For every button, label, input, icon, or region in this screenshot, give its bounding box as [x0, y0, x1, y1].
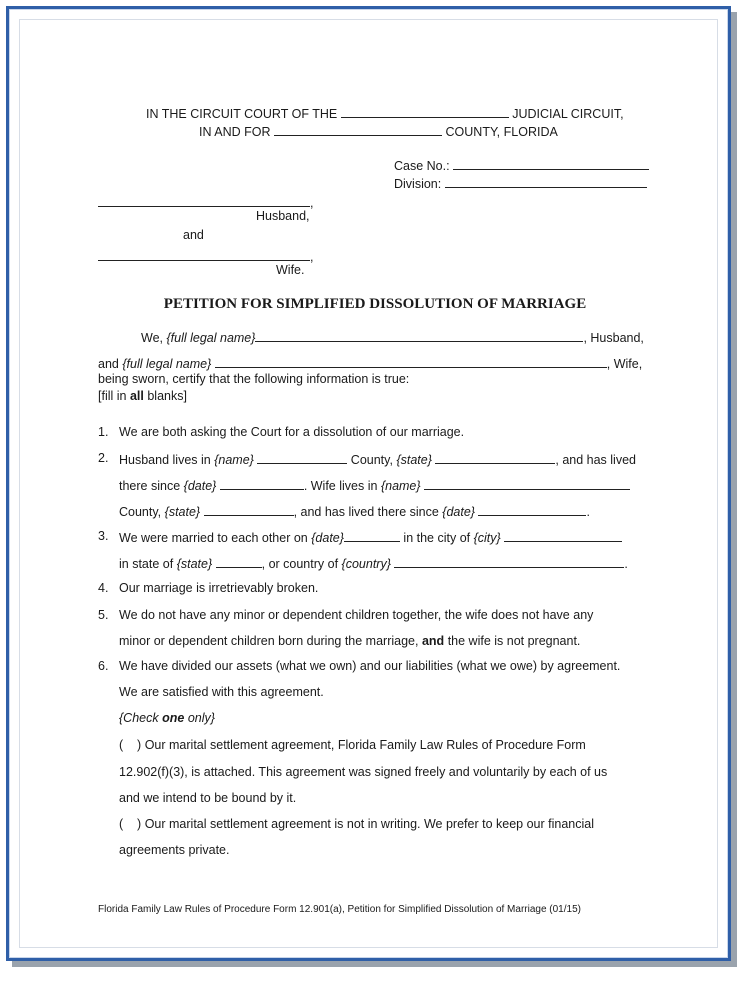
wife-label: Wife.	[276, 263, 305, 277]
item-text: , and has lived there since	[293, 505, 439, 519]
division-label: Division:	[394, 177, 442, 191]
item-1-text: We are both asking the Court for a dissolution of our marriage.	[119, 425, 465, 439]
item-number: 1.	[98, 425, 109, 439]
sworn-statement: being sworn, certify that the following information is true:	[98, 372, 410, 386]
marriage-state-blank[interactable]	[216, 555, 262, 568]
name-hint: {name}	[214, 453, 254, 467]
husband-label: Husband,	[256, 209, 310, 223]
item-number: 6.	[98, 659, 109, 673]
marriage-date-blank[interactable]	[344, 529, 400, 542]
husband-suffix: , Husband,	[583, 331, 644, 345]
wife-county-blank[interactable]	[424, 477, 630, 490]
item-text: , or country of	[261, 557, 339, 571]
form-footer: Florida Family Law Rules of Procedure Form 12.901(a), Petition for Simplified Dissolution of Marriage (01/15)	[98, 904, 581, 915]
court-line-2	[199, 123, 558, 139]
fill-instruction	[98, 389, 187, 403]
document-title: PETITION FOR SIMPLIFIED DISSOLUTION OF MARRIAGE	[163, 296, 587, 312]
and-label: and	[98, 357, 119, 371]
husband-since-date-blank[interactable]	[220, 477, 304, 490]
item-text: We were married to each other on	[119, 531, 308, 545]
option-text: Our marital settlement agreement, Florida Family Law Rules of Procedure Form	[144, 738, 586, 752]
full-legal-name-hint: {full legal name}	[166, 331, 256, 345]
option-2-checkbox[interactable]: ( )	[119, 817, 142, 831]
item-3-line-1	[119, 529, 622, 545]
state-hint: {state}	[396, 453, 432, 467]
option-1-line-1	[119, 738, 586, 752]
husband-county-blank[interactable]	[257, 451, 347, 464]
item-text: in state of	[119, 557, 174, 571]
case-no-label: Case No.:	[394, 159, 450, 173]
husband-full-name-blank[interactable]	[255, 329, 583, 342]
marriage-city-blank[interactable]	[504, 529, 622, 542]
fill-text: [fill in	[98, 389, 127, 403]
item-text: in the city of	[403, 531, 471, 545]
husband-name-line	[98, 194, 313, 210]
item-text: County,	[119, 505, 162, 519]
item-text: Husband lives in	[119, 453, 211, 467]
wife-name-line	[98, 248, 313, 264]
wife-name-blank[interactable]	[98, 248, 310, 261]
husband-name-blank[interactable]	[98, 194, 310, 207]
county-florida-label: COUNTY, FLORIDA	[445, 125, 558, 139]
item-text: the wife is not pregnant.	[447, 634, 581, 648]
item-2-line-2	[119, 477, 630, 493]
check-one-bold: one	[162, 711, 185, 725]
item-text: , and has lived	[555, 453, 636, 467]
wife-suffix: , Wife,	[606, 357, 643, 371]
option-2-line-2: agreements private.	[119, 843, 230, 857]
city-hint: {city}	[473, 531, 501, 545]
item-5-line-2	[119, 634, 580, 648]
item-text: . Wife lives in	[303, 479, 378, 493]
in-and-for-label: IN AND FOR	[199, 125, 271, 139]
item-number: 5.	[98, 608, 109, 622]
intro-line-1	[141, 329, 644, 345]
case-no-line	[394, 157, 649, 173]
date-hint: {date}	[442, 505, 475, 519]
marriage-country-blank[interactable]	[394, 555, 624, 568]
division-blank[interactable]	[445, 175, 647, 188]
item-number: 4.	[98, 581, 109, 595]
intro-line-2	[98, 355, 642, 371]
comma: ,	[310, 196, 314, 210]
item-4-text: Our marriage is irretrievably broken.	[119, 581, 319, 595]
period: .	[586, 505, 590, 519]
date-hint: {date}	[311, 531, 344, 545]
state-hint: {state}	[164, 505, 201, 519]
period: .	[624, 557, 628, 571]
check-text: only}	[187, 711, 215, 725]
comma: ,	[310, 250, 314, 264]
and-label: and	[183, 228, 204, 242]
circuit-label: JUDICIAL CIRCUIT,	[512, 107, 624, 121]
option-text: Our marital settlement agreement is not in writing. We prefer to keep our financial	[144, 817, 594, 831]
item-2-line-1	[119, 451, 636, 467]
item-number: 3.	[98, 529, 109, 543]
full-legal-name-hint: {full legal name}	[122, 357, 212, 371]
and-bold: and	[421, 634, 445, 648]
husband-state-blank[interactable]	[435, 451, 555, 464]
item-6-line-2: We are satisfied with this agreement.	[119, 685, 324, 699]
item-text: minor or dependent children born during the marriage,	[119, 634, 419, 648]
item-5-line-1: We do not have any minor or dependent children together, the wife does not have any	[119, 608, 594, 622]
option-1-checkbox[interactable]: ( )	[119, 738, 142, 752]
option-2-line-1	[119, 817, 594, 831]
option-1-line-3: and we intend to be bound by it.	[119, 791, 297, 805]
wife-state-blank[interactable]	[204, 503, 294, 516]
item-2-line-3	[119, 503, 590, 519]
county-blank[interactable]	[274, 123, 442, 136]
item-text: there since	[119, 479, 181, 493]
court-line-1	[146, 105, 624, 121]
check-one-instruction	[119, 711, 215, 725]
item-6-line-1: We have divided our assets (what we own) and our liabilities (what we owe) by agreement.	[119, 659, 621, 673]
fill-all-bold: all	[129, 389, 144, 403]
state-hint: {state}	[176, 557, 213, 571]
case-no-blank[interactable]	[453, 157, 649, 170]
court-label: IN THE CIRCUIT COURT OF THE	[146, 107, 338, 121]
check-text: {Check	[119, 711, 159, 725]
division-line	[394, 175, 647, 191]
item-3-line-2	[119, 555, 628, 571]
country-hint: {country}	[341, 557, 391, 571]
fill-text: blanks]	[147, 389, 187, 403]
date-hint: {date}	[183, 479, 217, 493]
option-1-line-2: 12.902(f)(3), is attached. This agreement was signed freely and voluntarily by each of us	[119, 765, 608, 779]
name-hint: {name}	[380, 479, 421, 493]
circuit-blank[interactable]	[341, 105, 509, 118]
wife-full-name-blank[interactable]	[215, 355, 607, 368]
wife-since-date-blank[interactable]	[478, 503, 586, 516]
item-number: 2.	[98, 451, 109, 465]
we-label: We,	[141, 331, 163, 345]
item-text: County,	[350, 453, 393, 467]
